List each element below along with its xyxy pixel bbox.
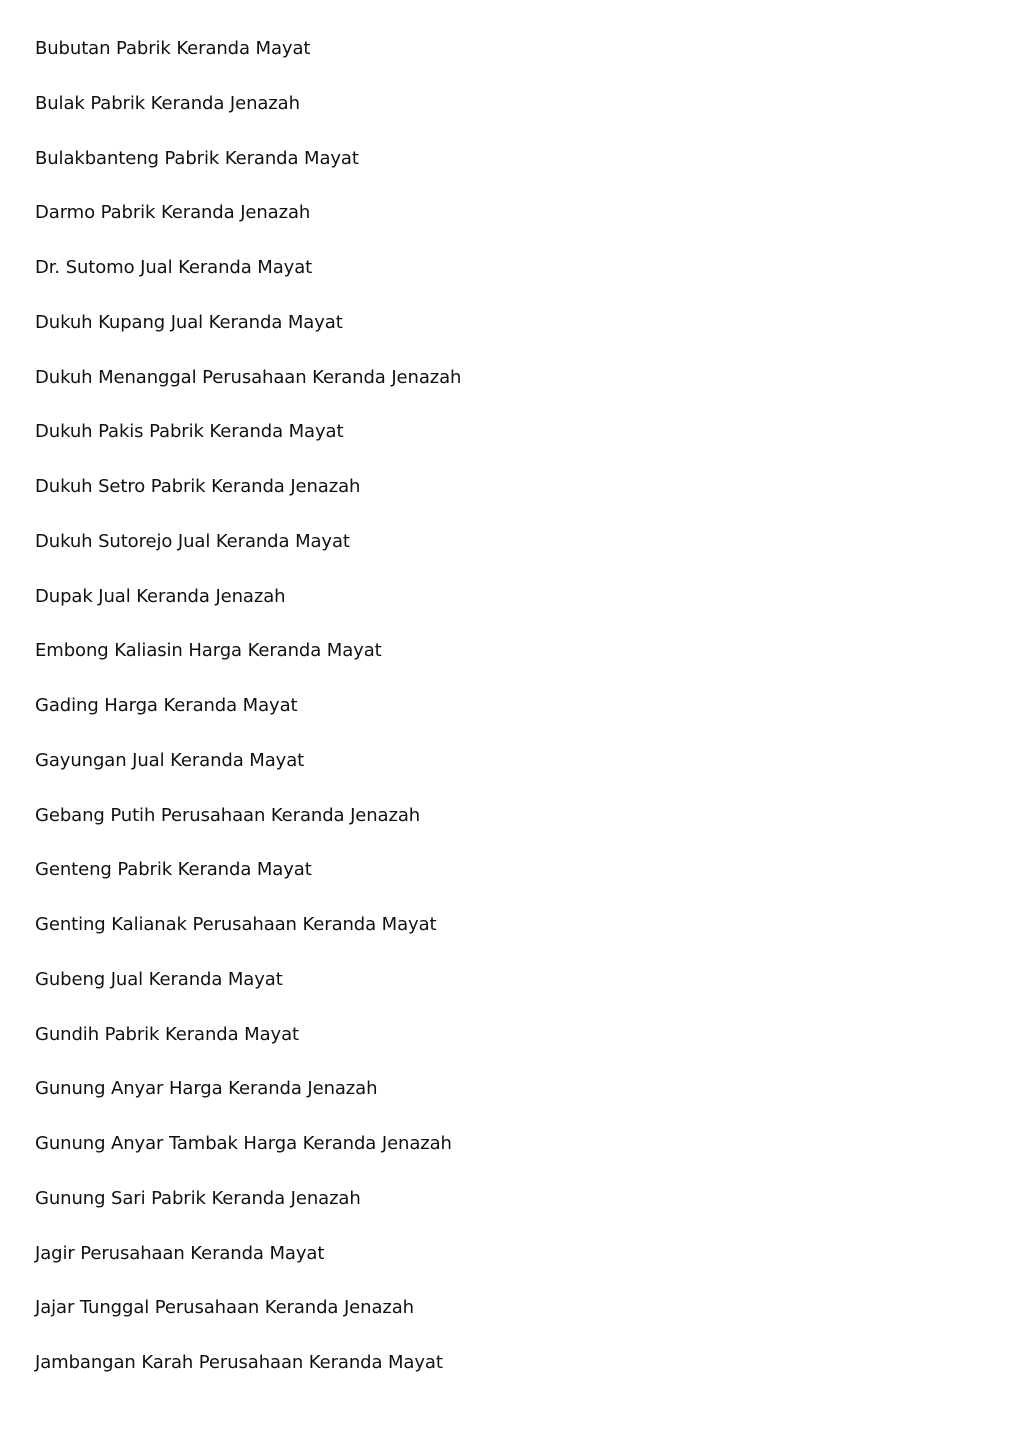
list-item: Gayungan Jual Keranda Mayat [35, 749, 305, 771]
list-item: Bulakbanteng Pabrik Keranda Mayat [35, 147, 359, 169]
list-item: Dr. Sutomo Jual Keranda Mayat [35, 257, 313, 278]
list-item: Embong Kaliasin Harga Keranda Mayat [35, 640, 382, 662]
list-item: Dupak Jual Keranda Jenazah [35, 585, 286, 607]
list-item: Genting Kalianak Perusahaan Keranda Mayat [35, 914, 437, 935]
list-item: Darmo Pabrik Keranda Jenazah [35, 202, 311, 224]
list-item: Gunung Sari Pabrik Keranda Jenazah [35, 1187, 361, 1209]
list-item: Gunung Anyar Tambak Harga Keranda Jenazah [35, 1133, 452, 1154]
list-item: Dukuh Kupang Jual Keranda Mayat [35, 311, 343, 333]
entry-list [35, 37, 461, 1406]
list-item: Jajar Tunggal Perusahaan Keranda Jenazah [35, 1297, 414, 1319]
list-item: Dukuh Pakis Pabrik Keranda Mayat [35, 421, 344, 443]
list-item: Jambangan Karah Perusahaan Keranda Mayat [35, 1352, 443, 1373]
list-item: Dukuh Menanggal Perusahaan Keranda Jenazah [35, 366, 462, 388]
list-item: Gubeng Jual Keranda Mayat [35, 968, 283, 990]
list-item: Gunung Anyar Harga Keranda Jenazah [35, 1078, 378, 1100]
list-item: Gading Harga Keranda Mayat [35, 695, 298, 716]
list-item: Bubutan Pabrik Keranda Mayat [35, 38, 311, 59]
list-item: Dukuh Sutorejo Jual Keranda Mayat [35, 530, 350, 552]
list-item: Dukuh Setro Pabrik Keranda Jenazah [35, 476, 361, 497]
list-item: Gebang Putih Perusahaan Keranda Jenazah [35, 804, 421, 826]
list-item: Gundih Pabrik Keranda Mayat [35, 1023, 299, 1045]
list-item: Genteng Pabrik Keranda Mayat [35, 859, 312, 881]
list-item: Jagir Perusahaan Keranda Mayat [35, 1242, 325, 1264]
list-item: Bulak Pabrik Keranda Jenazah [35, 92, 300, 114]
